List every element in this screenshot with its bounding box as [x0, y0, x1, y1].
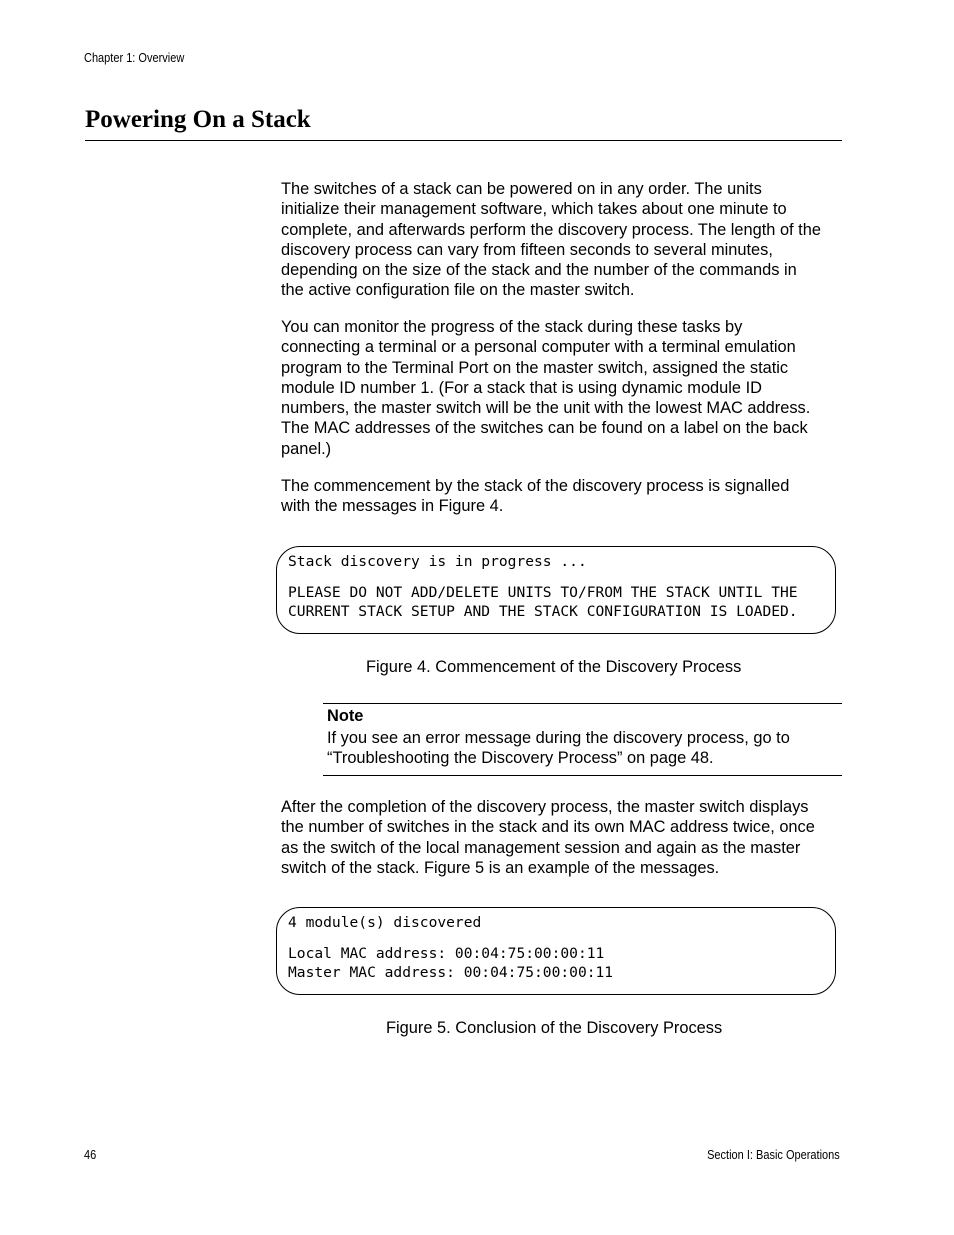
footer-section: Section I: Basic Operations [707, 1148, 840, 1162]
note-line: “Troubleshooting the Discovery Process” on page 48. [327, 749, 714, 767]
figure-5-code-line: 4 module(s) discovered [288, 914, 482, 931]
section-title: Powering On a Stack [85, 106, 311, 133]
paragraph-line: with the messages in Figure 4. [281, 497, 504, 516]
paragraph-line: the active configuration file on the master switch. [281, 281, 635, 300]
paragraph-line: The MAC addresses of the switches can be found on a label on the back [281, 419, 808, 438]
figure-4-code-line: CURRENT STACK SETUP AND THE STACK CONFIGURATION IS LOADED. [288, 603, 798, 620]
paragraph-2 [281, 317, 847, 459]
note-heading: Note [327, 707, 364, 725]
paragraph-line: as the switch of the local management session and again as the master [281, 838, 801, 857]
paragraph-line: initialize their management software, which takes about one minute to [281, 200, 787, 219]
paragraph-line: After the completion of the discovery process, the master switch displays [281, 798, 809, 816]
figure-5-caption: Figure 5. Conclusion of the Discovery Process [386, 1019, 723, 1037]
paragraph-3 [281, 476, 847, 517]
footer-page-number: 46 [84, 1148, 97, 1162]
figure-4-code-line: Stack discovery is in progress ... [288, 553, 587, 570]
paragraph-line: program to the Terminal Port on the master switch, assigned the static [281, 358, 789, 377]
running-header-chapter: Chapter 1: Overview [84, 51, 185, 65]
paragraph-line: the number of switches in the stack and its own MAC address twice, once [281, 818, 815, 837]
paragraph-line: module ID number 1. (For a stack that is using dynamic module ID [281, 378, 762, 397]
note-top-rule [323, 703, 842, 704]
figure-5-code-line: Master MAC address: 00:04:75:00:00:11 [288, 964, 614, 981]
figure-4-code-line: PLEASE DO NOT ADD/DELETE UNITS TO/FROM THE STACK UNTIL THE [288, 584, 798, 601]
paragraph-4 [281, 797, 847, 878]
paragraph-line: complete, and afterwards perform the discovery process. The length of the [281, 220, 821, 239]
paragraph-line: The commencement by the stack of the discovery process is signalled [281, 477, 790, 495]
note-line: If you see an error message during the discovery process, go to [327, 729, 790, 747]
paragraph-1 [281, 179, 847, 301]
paragraph-line: discovery process can vary from fifteen seconds to several minutes, [281, 240, 773, 259]
paragraph-line: panel.) [281, 439, 332, 458]
note-body [327, 728, 790, 768]
figure-4-caption: Figure 4. Commencement of the Discovery Process [366, 658, 742, 676]
paragraph-line: numbers, the master switch will be the unit with the lowest MAC address. [281, 399, 811, 418]
paragraph-line: connecting a terminal or a personal computer with a terminal emulation [281, 338, 796, 357]
paragraph-line: You can monitor the progress of the stack during these tasks by [281, 318, 743, 336]
paragraph-line: The switches of a stack can be powered on in any order. The units [281, 180, 762, 198]
figure-5-code-line: Local MAC address: 00:04:75:00:00:11 [288, 945, 605, 962]
paragraph-line: switch of the stack. Figure 5 is an example of the messages. [281, 858, 720, 877]
paragraph-line: depending on the size of the stack and the number of the commands in [281, 261, 797, 280]
title-rule [85, 140, 842, 141]
note-bottom-rule [323, 775, 842, 776]
